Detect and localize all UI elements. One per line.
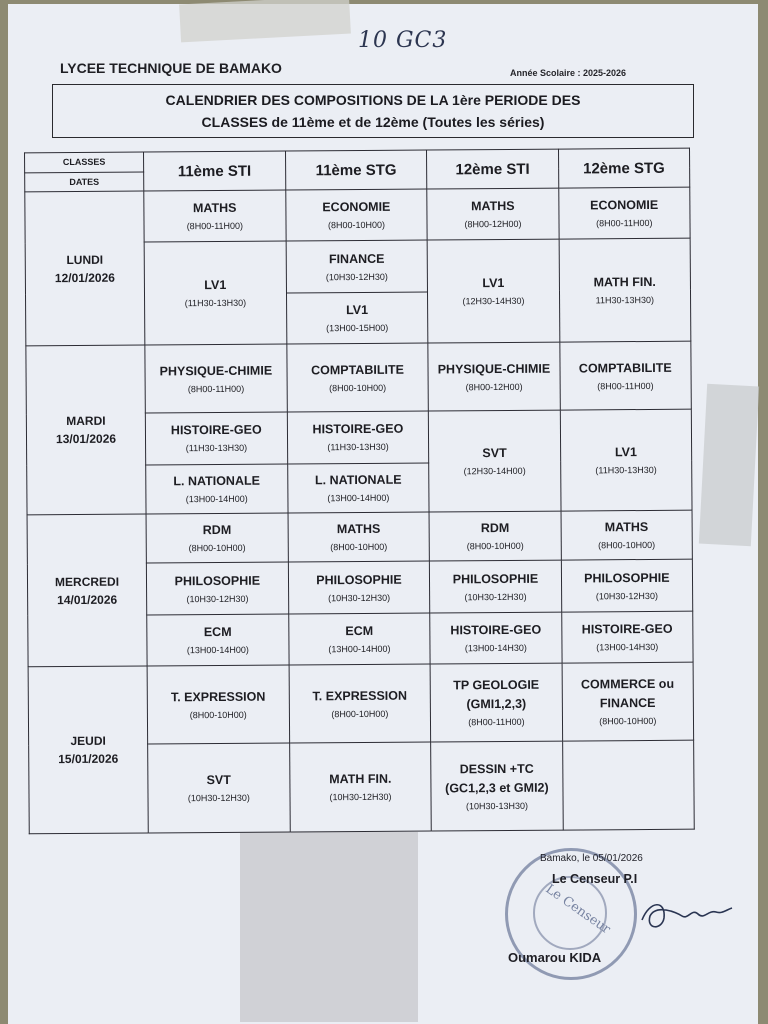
document-title [52, 84, 694, 138]
exam-subject: PHILOSOPHIE [316, 572, 402, 587]
exam-time: (13H00-14H30) [464, 642, 527, 654]
exam-subject: RDM [202, 523, 232, 538]
exam-cell [428, 342, 560, 411]
exam-subject: L. NATIONALE [173, 473, 260, 489]
exam-subject: SVT [482, 446, 507, 461]
exam-subject: TP GEOLOGIE (GMI1,2,3) [453, 678, 540, 712]
exam-subject: MATHS [336, 522, 381, 537]
exam-cell [559, 239, 691, 343]
exam-time: (11H30-13H30) [184, 298, 247, 309]
exam-time: (8H00-10H00) [327, 220, 386, 231]
exam-time: (13H00-14H00) [327, 492, 390, 504]
exam-cell [288, 613, 430, 665]
exam-cell [429, 511, 561, 561]
exam-subject: PHILOSOPHIE [174, 573, 261, 588]
exam-time: (8H00-10H00) [189, 709, 247, 720]
exam-subject: SVT [206, 773, 231, 788]
exam-cell [558, 187, 690, 239]
exam-cell [429, 410, 561, 512]
exam-time: (8H00-10H00) [466, 541, 524, 552]
exam-time: (11H30-13H30) [327, 442, 389, 453]
exam-cell [427, 240, 559, 344]
exam-time: (8H00-11H00) [468, 717, 525, 728]
exam-time: (10H30-12H30) [595, 590, 658, 601]
stamp-text: Le Censeur [542, 881, 613, 938]
exam-time: (13H00-15H00) [326, 322, 389, 334]
exam-subject: PHYSIQUE-CHIMIE [437, 361, 551, 377]
exam-cell [561, 611, 693, 663]
exam-subject: LV1 [482, 276, 505, 291]
exam-subject: HISTOIRE-GEO [170, 423, 262, 438]
exam-time: (13H00-14H30) [596, 641, 659, 653]
tape-strip [240, 832, 418, 1022]
exam-cell [285, 189, 427, 241]
day-date: 13/01/2026 [55, 431, 117, 447]
exam-cell [427, 188, 559, 240]
day-date: 15/01/2026 [58, 751, 119, 767]
exam-cell [146, 513, 288, 563]
exam-time: (8H00-11H00) [596, 218, 653, 229]
exam-subject: PHILOSOPHIE [584, 570, 670, 586]
exam-cell [288, 512, 430, 562]
exam-cell [560, 409, 692, 511]
exam-subject: HISTOIRE-GEO [312, 422, 404, 437]
header-classes-label: CLASSES [25, 152, 144, 172]
exam-subject: T. EXPRESSION [312, 688, 408, 704]
exam-subject: ECM [345, 623, 374, 639]
exam-time: (8H00-11H00) [597, 380, 654, 392]
exam-time: (8H00-10H00) [330, 542, 388, 553]
day-cell [28, 666, 148, 834]
exam-time: (8H00-12H00) [464, 219, 522, 230]
exam-time: (11H30-13H30) [185, 443, 248, 454]
exam-cell [145, 344, 287, 413]
exam-time: (8H00-10H00) [331, 708, 389, 720]
day-name: MERCREDI [54, 574, 120, 589]
exam-time: (10H30-12H30) [329, 791, 392, 803]
class-header: 12ème STI [427, 149, 559, 189]
exam-subject: MATHS [192, 201, 237, 216]
signatory-name: Oumarou KIDA [508, 950, 602, 965]
exam-cell [287, 463, 429, 513]
exam-cell [430, 612, 562, 664]
exam-time: (13H00-14H00) [328, 643, 391, 655]
exam-time: (11H30-13H30) [595, 465, 657, 476]
exam-time: (8H00-11H00) [187, 383, 245, 394]
exam-subject: LV1 [346, 303, 369, 318]
exam-time: (8H00-10H00) [598, 540, 656, 551]
exam-cell [430, 560, 562, 612]
exam-subject: MATHS [604, 520, 649, 535]
exam-time: (13H00-14H00) [186, 644, 249, 656]
exam-calendar-table [24, 148, 695, 835]
exam-cell [561, 510, 693, 560]
class-header: 11ème STI [144, 151, 286, 191]
exam-cell [148, 743, 290, 833]
exam-subject: RDM [480, 521, 510, 536]
day-name: MARDI [66, 413, 106, 429]
tape-strip [699, 384, 759, 547]
exam-time: (8H00-12H00) [465, 381, 523, 393]
exam-subject: COMMERCE ou FINANCE [580, 677, 675, 711]
exam-cell [430, 663, 562, 742]
exam-cell [287, 411, 429, 463]
signatory-role: Le Censeur P.I [552, 872, 638, 886]
exam-time: (8H00-10H00) [599, 716, 657, 727]
exam-subject: COMPTABILITE [311, 362, 404, 378]
exam-subject: ECONOMIE [322, 200, 391, 215]
school-name: LYCEE TECHNIQUE DE BAMAKO [60, 60, 282, 76]
exam-subject: HISTOIRE-GEO [581, 621, 673, 637]
day-date: 14/01/2026 [57, 592, 118, 607]
exam-subject: MATHS [471, 199, 515, 214]
exam-subject: FINANCE [328, 251, 385, 266]
exam-time: (12H30-14H00) [463, 465, 526, 477]
exam-cell [286, 240, 428, 292]
exam-time: (10H30-12H30) [464, 591, 527, 602]
exam-cell [561, 560, 693, 612]
exam-cell [144, 241, 286, 345]
exam-subject: ECONOMIE [590, 198, 659, 213]
exam-cell [431, 741, 563, 831]
school-year: Année Scolaire : 2025-2026 [510, 68, 627, 78]
exam-cell [147, 665, 289, 744]
exam-subject: T. EXPRESSION [170, 689, 266, 705]
exam-subject: MATH FIN. [329, 771, 392, 787]
day-cell [26, 345, 146, 515]
exam-time: (10H30-13H30) [465, 800, 529, 811]
exam-time: (8H00-10H00) [188, 542, 246, 554]
exam-subject: HISTOIRE-GEO [450, 622, 542, 638]
exam-time: (8H00-11H00) [186, 221, 244, 232]
empty-cell [562, 741, 694, 831]
day-date: 12/01/2026 [54, 270, 115, 285]
exam-time: 11H30-13H30) [595, 295, 655, 306]
exam-time: (10H30-12H30) [186, 593, 249, 604]
exam-cell [286, 343, 428, 412]
exam-subject: LV1 [204, 278, 227, 293]
exam-cell [559, 342, 691, 411]
day-cell [25, 191, 145, 346]
exam-subject: COMPTABILITE [578, 360, 672, 376]
exam-cell [145, 412, 287, 464]
day-name: LUNDI [66, 252, 104, 267]
place-date: Bamako, le 05/01/2026 [540, 853, 643, 864]
exam-cell [147, 614, 289, 666]
exam-time: (10H30-12H30) [325, 271, 388, 282]
exam-subject: PHILOSOPHIE [452, 571, 539, 586]
exam-subject: MATH FIN. [593, 275, 656, 290]
day-name: JEUDI [70, 733, 106, 749]
exam-cell [288, 561, 430, 613]
exam-cell [289, 664, 431, 743]
class-header: 12ème STG [558, 148, 690, 188]
day-cell [27, 514, 147, 667]
exam-time: (10H30-12H30) [328, 592, 391, 603]
class-header: 11ème STG [285, 150, 427, 190]
exam-subject: LV1 [614, 445, 637, 460]
exam-time: (12H30-14H30) [462, 296, 525, 307]
exam-cell [146, 464, 288, 514]
title-line-2: CLASSES de 11ème et de 12ème (Toutes les séries) [201, 114, 545, 130]
exam-subject: ECM [203, 624, 232, 640]
exam-time: (13H00-14H00) [185, 493, 248, 505]
exam-subject: PHYSIQUE-CHIMIE [159, 363, 273, 379]
exam-time: (10H30-12H30) [187, 792, 250, 804]
title-line-1: CALENDRIER DES COMPOSITIONS DE LA 1ère PERIODE DES [165, 92, 581, 108]
handwritten-class-note: 10 GC3 [358, 28, 448, 53]
exam-subject: DESSIN +TC (GC1,2,3 et GMI2) [445, 761, 549, 796]
exam-time: (8H00-10H00) [329, 382, 387, 393]
exam-cell [289, 742, 431, 832]
exam-cell [146, 562, 288, 614]
exam-subject: L. NATIONALE [314, 472, 402, 488]
signature [636, 890, 736, 938]
header-dates-label: DATES [25, 172, 144, 192]
exam-cell [286, 292, 428, 344]
exam-cell [144, 190, 286, 242]
exam-cell [562, 662, 694, 741]
